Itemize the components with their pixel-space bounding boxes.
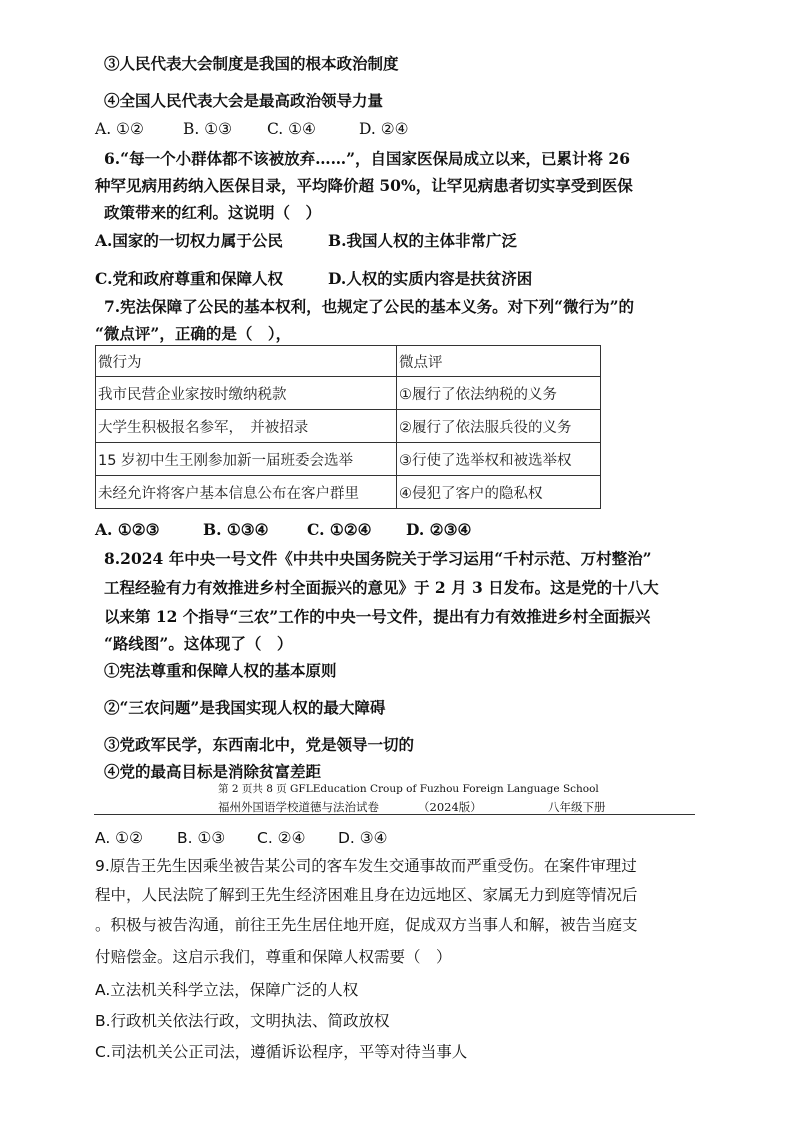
table-row	[96, 443, 601, 476]
q7-stem-line2: “微点评”，正确的是（ ），	[95, 324, 292, 343]
q8-choice-d: D. ③④	[338, 829, 388, 847]
table-header-cell: 微点评	[397, 346, 601, 377]
q5-choice-c: C. ①④	[267, 120, 316, 138]
table-cell: 我市民营企业家按时缴纳税款	[96, 377, 397, 410]
table-cell: 15 岁初中生王刚参加新一届班委会选举	[96, 443, 397, 476]
q8-choice-b: B. ①③	[177, 829, 226, 847]
q5-choices	[95, 119, 409, 139]
q7-table	[95, 345, 601, 509]
q6-option-b: B.我国人权的主体非常广泛	[328, 231, 517, 250]
q6-option-c: C.党和政府尊重和保障人权	[95, 269, 283, 288]
q6-stem-line2: 种罕见病用药纳入医保目录，平均降价超 50%，让罕见病患者切实享受到医保	[95, 176, 633, 195]
q6-stem-line3: 政策带来的红利。这说明（ ）	[104, 203, 322, 222]
q8-choice-c: C. ②④	[257, 829, 306, 847]
q9-stem-line2: 程中，人民法院了解到王先生经济困难且身在边远地区、家属无力到庭等情况后	[95, 886, 638, 904]
q7-stem-line1: 7.宪法保障了公民的基本权利，也规定了公民的基本义务。对下列“微行为”的	[104, 297, 635, 316]
table-cell: ④侵犯了客户的隐私权	[397, 476, 601, 509]
table-cell: 未经允许将客户基本信息公布在客户群里	[96, 476, 397, 509]
q7-choice-c: C. ①②④	[307, 520, 372, 539]
q8-choices	[95, 828, 388, 848]
q7-choices	[95, 520, 471, 540]
edition-label: （2024版）	[418, 800, 482, 814]
school-name: 福州外国语学校道德与法治试卷	[218, 800, 379, 814]
q7-choice-a: A. ①②③	[95, 520, 160, 539]
q5-choice-d: D. ②④	[359, 120, 409, 138]
table-row	[96, 476, 601, 509]
q7-choice-d: D. ②③④	[406, 520, 472, 539]
header-divider	[94, 814, 695, 815]
q8-stem-line2: 工程经验有力有效推进乡村全面振兴的意见》于 2 月 3 日发布。这是党的十八大	[104, 578, 659, 597]
q8-stem-line1: 8.2024 年中央一号文件《中共中央国务院关于学习运用“千村示范、万村整治”	[104, 549, 652, 568]
table-cell: ①履行了依法纳税的义务	[397, 377, 601, 410]
q5-choice-b: B. ①③	[183, 120, 233, 138]
grade-label: 八年级下册	[548, 800, 606, 814]
table-row	[96, 377, 601, 410]
page-header-info	[218, 799, 606, 815]
q8-option-3: ③党政军民学，东西南北中，党是领导一切的	[104, 735, 415, 754]
table-cell: 大学生积极报名参军， 并被招录	[96, 410, 397, 443]
q9-option-c: C.司法机关公正司法，遵循诉讼程序，平等对待当事人	[95, 1043, 468, 1061]
q8-stem-line4: “路线图”。这体现了（ ）	[104, 634, 293, 653]
q8-option-2: ②“三农问题”是我国实现人权的最大障碍	[104, 698, 386, 717]
q8-stem-line3: 以来第 12 个指导“三农”工作的中央一号文件，提出有力有效推进乡村全面振兴	[104, 607, 651, 626]
q8-option-1: ①宪法尊重和保障人权的基本原则	[104, 661, 337, 680]
q9-option-a: A.立法机关科学立法，保障广泛的人权	[95, 981, 359, 999]
table-row	[96, 410, 601, 443]
q8-option-4: ④党的最高目标是消除贫富差距	[104, 762, 322, 781]
table-header-cell: 微行为	[96, 346, 397, 377]
q5-choice-a: A. ①②	[95, 120, 144, 138]
q9-stem-line1: 9.原告王先生因乘坐被告某公司的客车发生交通事故而严重受伤。在案件审理过	[95, 857, 637, 875]
q9-stem-line3: 。积极与被告沟通，前往王先生居住地开庭，促成双方当事人和解，被告当庭支	[95, 916, 638, 934]
q9-option-b: B.行政机关依法行政，文明执法、简政放权	[95, 1012, 390, 1030]
table-header-row	[96, 346, 601, 377]
q5-option-3: ③人民代表大会制度是我国的根本政治制度	[104, 54, 399, 73]
q7-choice-b: B. ①③④	[203, 520, 269, 539]
q6-option-d: D.人权的实质内容是扶贫济困	[328, 269, 533, 288]
q5-option-4: ④全国人民代表大会是最高政治领导力量	[104, 91, 384, 110]
table-cell: ③行使了选举权和被选举权	[397, 443, 601, 476]
q6-option-a: A.国家的一切权力属于公民	[95, 231, 283, 250]
q8-choice-a: A. ①②	[95, 829, 143, 847]
table-cell: ②履行了依法服兵役的义务	[397, 410, 601, 443]
page-footer-label: 第 2 页共 8 页 GFLEducation Croup of Fuzhou Foreign Language School	[218, 783, 599, 795]
q9-stem-line4: 付赔偿金。这启示我们，尊重和保障人权需要（ ）	[95, 948, 452, 966]
q6-stem-line1: 6.“每一个小群体都不该被放弃……”，自国家医保局成立以来，已累计将 26	[104, 149, 630, 168]
